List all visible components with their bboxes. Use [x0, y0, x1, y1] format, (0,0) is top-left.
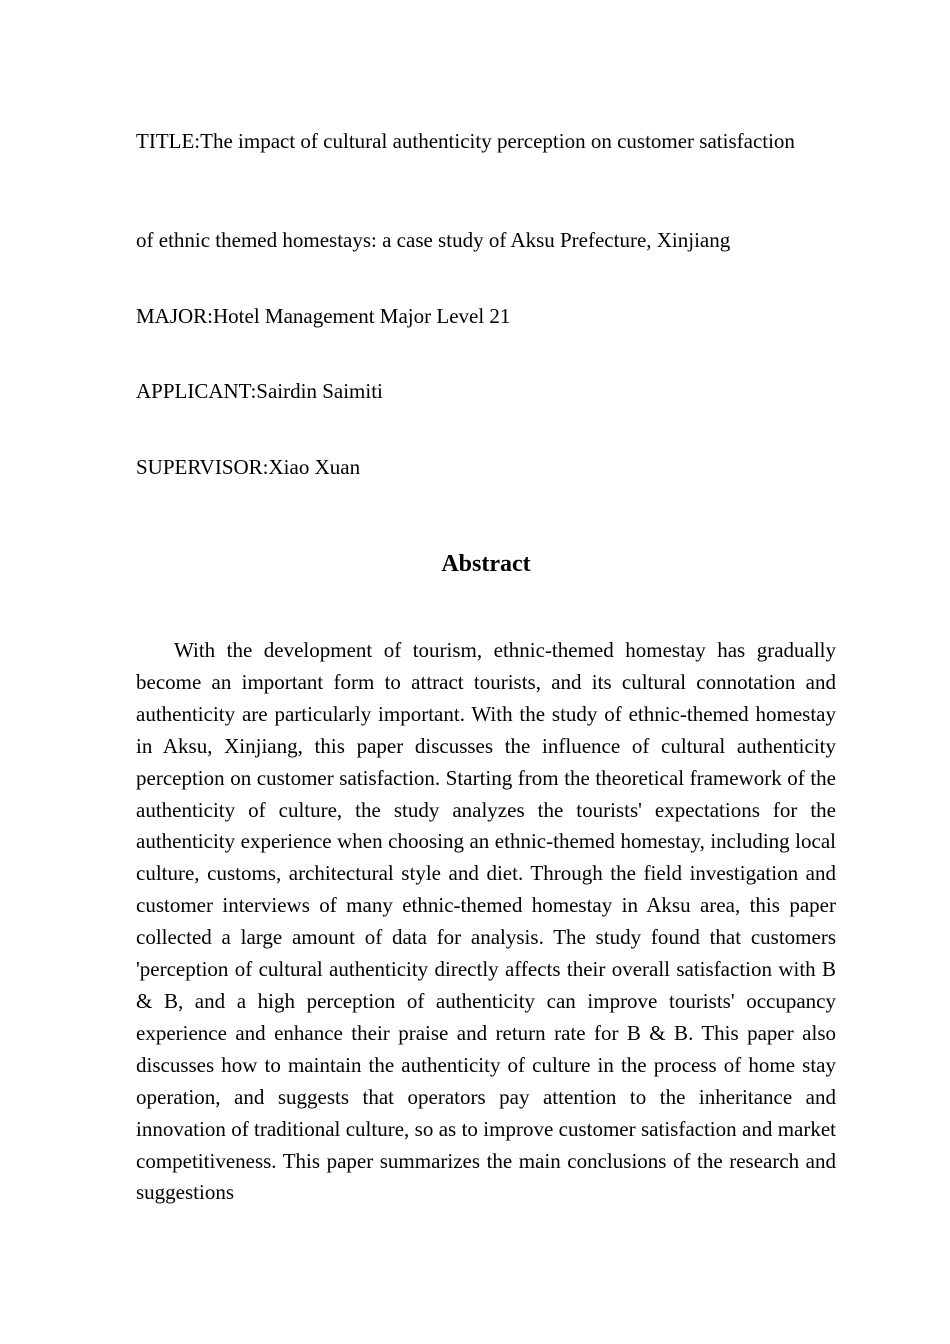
title-line-1: TITLE:The impact of cultural authenticity perception on customer satisfaction [136, 129, 795, 153]
major-line: MAJOR:Hotel Management Major Level 21 [136, 304, 511, 328]
abstract-body: With the development of tourism, ethnic-themed homestay has gradually become an important form to attract tourists, and its cultural connotation and authenticity are particularly important. With the study of ethnic-themed homestay in Aksu, Xinjiang, this paper discusses the influence of cultural authenticity perception on customer satisfaction. Starting from the theoretical framework of the authenticity of culture, the study analyzes the tourists' expectations for the authenticity experience when choosing an ethnic-themed homestay, including local culture, customs, architectural style and diet. Through the field investigation and customer interviews of many ethnic-themed homestay in Aksu area, this paper collected a large amount of data for analysis. The study found that customers 'perception of cultural authenticity directly affects their overall satisfaction with B & B, and a high perception of authenticity can improve tourists' occupancy experience and enhance their praise and return rate for B & B. This paper also discusses how to maintain the authenticity of culture in the process of home stay operation, and suggests that operators pay attention to the inheritance and innovation of traditional culture, so as to improve customer satisfaction and market competitiveness. This paper summarizes the main conclusions of the research and suggestions [136, 638, 836, 1205]
abstract-heading: Abstract [441, 551, 531, 577]
supervisor-line: SUPERVISOR:Xiao Xuan [136, 455, 361, 479]
applicant-line: APPLICANT:Sairdin Saimiti [136, 379, 383, 403]
title-line-2: of ethnic themed homestays: a case study of Aksu Prefecture, Xinjiang [136, 228, 731, 252]
